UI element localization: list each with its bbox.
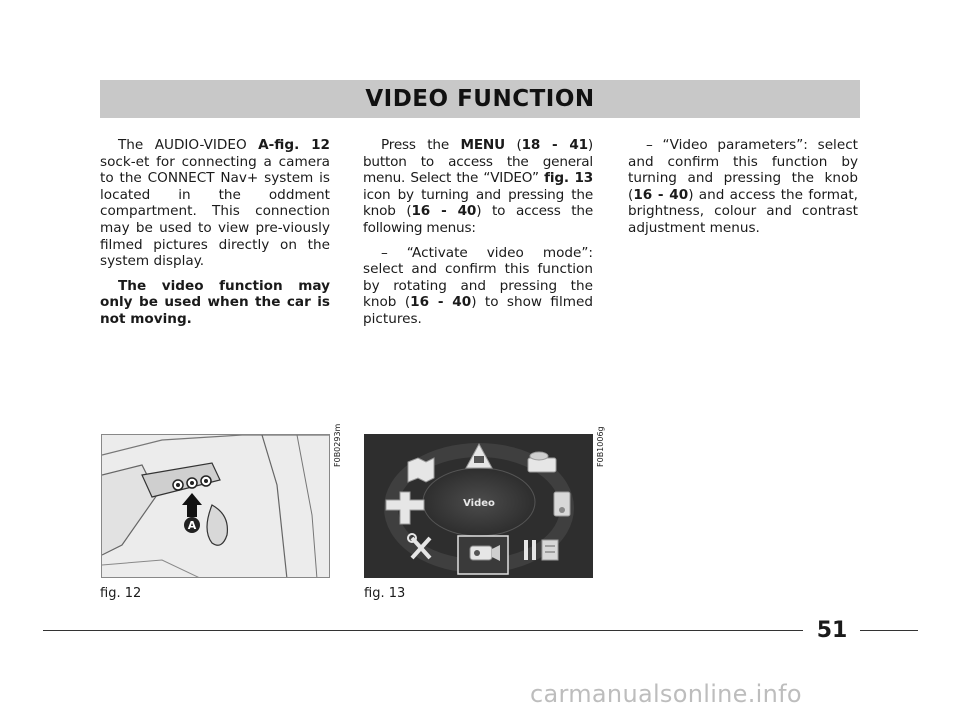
text-run: Press the bbox=[381, 137, 461, 153]
compartment-drawing bbox=[102, 435, 330, 578]
section-title: VIDEO FUNCTION bbox=[365, 86, 595, 112]
section-title-bar bbox=[100, 80, 860, 118]
video-camera-icon bbox=[470, 545, 500, 561]
text-run: The AUDIO-VIDEO bbox=[118, 137, 259, 153]
figure-12-caption: fig. 12 bbox=[100, 586, 142, 601]
text-run: ( bbox=[504, 137, 522, 153]
page-number: 51 bbox=[816, 618, 848, 643]
footer-rule-right bbox=[860, 630, 918, 631]
text-run: ) to access the following menus: bbox=[363, 203, 593, 236]
figure-reference: A-fig. 12 bbox=[258, 137, 330, 153]
control-reference: 18 - 41 bbox=[521, 137, 588, 153]
figure-12-illustration bbox=[101, 434, 330, 578]
text-run: icon by turning and pressing the knob ( bbox=[363, 186, 593, 220]
figure-13-code: F0B1006g bbox=[596, 426, 605, 467]
marker-label: A bbox=[187, 519, 197, 532]
control-reference: 16 - 40 bbox=[410, 294, 472, 311]
paragraph-socket-location bbox=[100, 137, 330, 270]
column-3 bbox=[628, 137, 858, 245]
figure-13-caption: fig. 13 bbox=[364, 586, 406, 601]
figure-12-code: F0B0293m bbox=[333, 423, 342, 467]
menu-center-label: Video bbox=[463, 498, 495, 509]
watermark-text: carmanualsonline.info bbox=[530, 680, 802, 708]
paragraph-menu-access bbox=[363, 137, 593, 237]
figure-reference: fig. 13 bbox=[544, 170, 593, 187]
footer-rule-left bbox=[43, 630, 803, 631]
control-reference: 16 - 40 bbox=[411, 203, 477, 220]
phone-card-icon bbox=[554, 492, 570, 516]
warning-text: The video function may only be used when the car is not moving. bbox=[100, 277, 330, 327]
menu-screen-drawing bbox=[364, 434, 593, 578]
text-run: ) and access the format, brightness, colour and contrast adjustment menus. bbox=[628, 186, 858, 236]
text-run: ) button to access the general menu. Select the “VIDEO” bbox=[363, 137, 594, 187]
text-run: – “Activate video mode”: select and confirm this function by rotating and pressing the knob ( bbox=[363, 244, 593, 311]
control-reference: 16 - 40 bbox=[633, 186, 689, 203]
text-run: – “Video parameters”: select and confirm this function by turning and pressing the knob ( bbox=[628, 137, 858, 203]
paragraph-activate-video bbox=[363, 245, 593, 328]
paragraph-video-parameters bbox=[628, 137, 858, 237]
text-run: ) to show filmed pictures. bbox=[363, 294, 593, 327]
text-run: sock-et for connecting a camera to the CONNECT Nav+ system is located in the oddment compartment. This connection may be used to view pre-viously filmed pictures directly on the system display. bbox=[100, 153, 330, 270]
figure-13-menu-screen bbox=[364, 434, 593, 578]
column-1 bbox=[100, 137, 330, 336]
paragraph-warning bbox=[100, 278, 330, 328]
column-2 bbox=[363, 137, 593, 336]
map-icon bbox=[408, 458, 434, 482]
menu-button-reference: MENU bbox=[460, 137, 505, 153]
